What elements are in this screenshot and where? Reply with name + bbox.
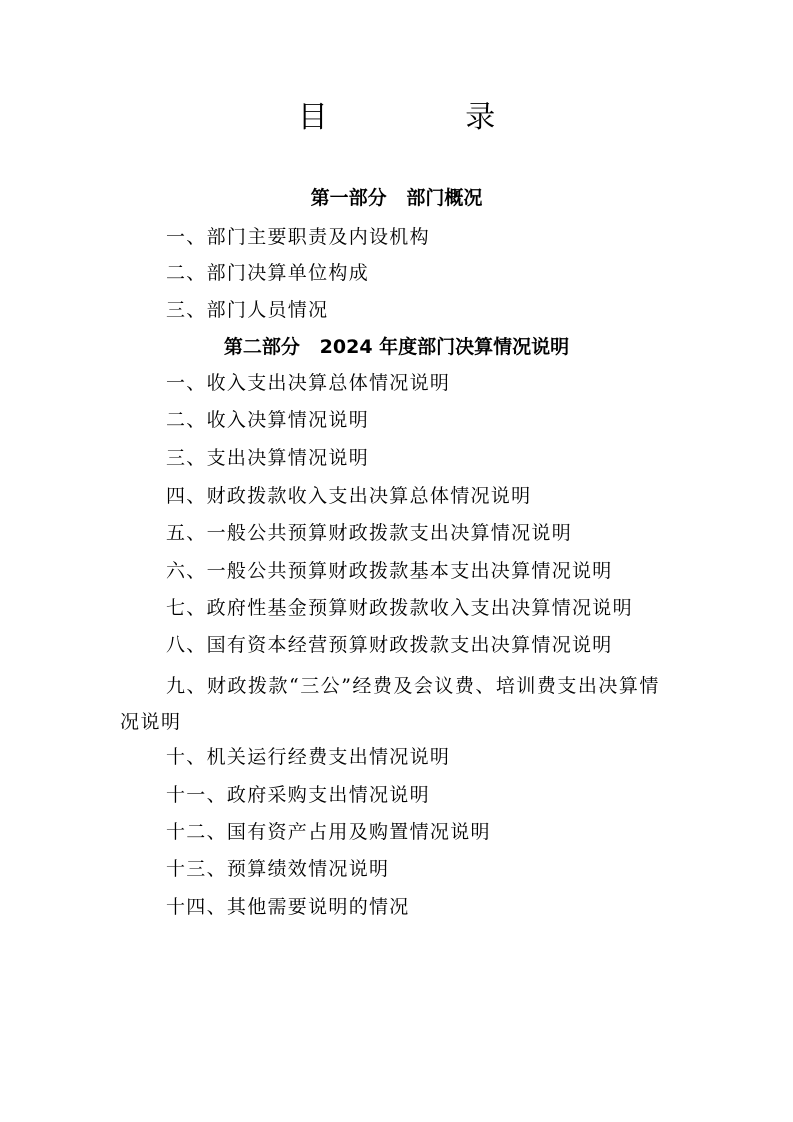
toc-item: 九、财政拨款“三公”经费及会议费、培训费支出决算情况说明	[120, 675, 660, 733]
toc-item: 十四、其他需要说明的情况	[166, 896, 410, 918]
toc-item: 二、收入决算情况说明	[166, 409, 370, 431]
toc-item: 十一、政府采购支出情况说明	[166, 784, 430, 806]
toc-item: 一、收入支出决算总体情况说明	[166, 372, 451, 394]
toc-item: 五、一般公共预算财政拨款支出决算情况说明	[166, 522, 573, 544]
toc-item: 四、财政拨款收入支出决算总体情况说明	[166, 485, 532, 507]
toc-item: 三、部门人员情况	[166, 299, 329, 321]
part1-heading: 第一部分 部门概况	[310, 187, 483, 209]
toc-item: 三、支出决算情况说明	[166, 447, 370, 469]
toc-item: 二、部门决算单位构成	[166, 262, 370, 284]
toc-item: 六、一般公共预算财政拨款基本支出决算情况说明	[166, 560, 613, 582]
toc-item: 十、机关运行经费支出情况说明	[166, 746, 451, 768]
toc-item: 十三、预算绩效情况说明	[166, 858, 390, 880]
toc-item: 十二、国有资产占用及购置情况说明	[166, 821, 491, 843]
toc-item: 八、国有资本经营预算财政拨款支出决算情况说明	[166, 634, 613, 656]
part2-heading: 第二部分 2024 年度部门决算情况说明	[223, 336, 570, 358]
page-title: 目 录	[297, 100, 560, 135]
toc-item: 一、部门主要职责及内设机构	[166, 226, 430, 248]
toc-item: 七、政府性基金预算财政拨款收入支出决算情况说明	[166, 597, 633, 619]
